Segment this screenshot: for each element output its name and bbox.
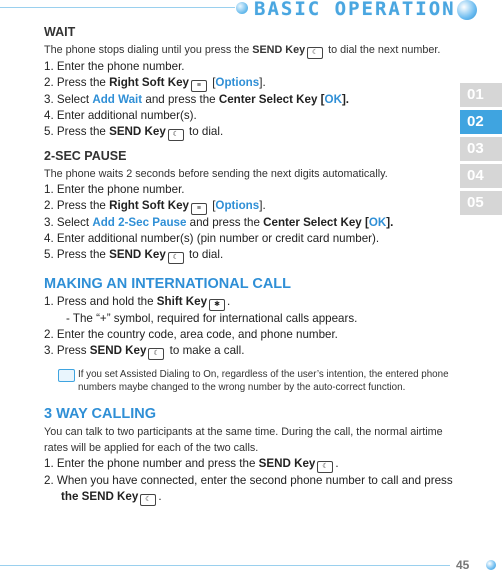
- chapter-tab-01[interactable]: 01: [460, 83, 502, 107]
- header-bullet-icon: [236, 2, 248, 14]
- intl-step-1-note: - The “+” symbol, required for international calls appears.: [66, 312, 358, 325]
- pause-step-3: 3. Select Add 2-Sec Pause and press the Center Select Key [OK].: [44, 216, 394, 229]
- note-icon: [58, 369, 75, 382]
- threeway-description: You can talk to two participants at the same time. During the call, the normal airtime rates will be applied for each of the two calls.: [44, 426, 443, 454]
- wait-step-1: 1. Enter the phone number.: [44, 60, 185, 73]
- send-key-icon: ☾: [148, 348, 164, 360]
- pause-heading: 2-SEC PAUSE: [44, 149, 127, 163]
- intl-step-3: 3. Press SEND Key ☾ to make a call.: [44, 343, 464, 360]
- intl-heading: MAKING AN INTERNATIONAL CALL: [44, 276, 292, 292]
- right-soft-key-icon: ≡: [191, 80, 207, 92]
- pause-step-1: 1. Enter the phone number.: [44, 183, 185, 196]
- chapter-tab-03[interactable]: 03: [460, 137, 502, 161]
- threeway-step-2: 2. When you have connected, enter the second phone number to call and press: [44, 474, 453, 487]
- chapter-tab-04[interactable]: 04: [460, 164, 502, 188]
- wait-step-5: 5. Press the SEND Key ☾ to dial.: [44, 124, 464, 141]
- header-rule: [0, 7, 235, 8]
- chapter-tab-02[interactable]: 02: [460, 110, 502, 134]
- shift-key-icon: ✱: [209, 299, 225, 311]
- intl-step-1: 1. Press and hold the Shift Key ✱ .: [44, 294, 464, 311]
- wait-heading: WAIT: [44, 25, 76, 39]
- send-key-icon: ☾: [168, 129, 184, 141]
- send-key-icon: ☾: [317, 461, 333, 473]
- section-header-title: BASIC OPERATION: [254, 0, 456, 20]
- right-soft-key-icon: ≡: [191, 203, 207, 215]
- intl-note: If you set Assisted Dialing to On, regardless of the user’s intention, the entered phone numbers maybe changed to the wrong number by the auto-correct function.: [44, 368, 464, 394]
- pause-description: The phone waits 2 seconds before sending the next digits automatically.: [44, 168, 388, 180]
- wait-step-4: 4. Enter additional number(s).: [44, 109, 197, 122]
- threeway-step-1: 1. Enter the phone number and press the SEND Key ☾ .: [44, 456, 464, 473]
- threeway-step-2-cont: the SEND Key ☾ .: [44, 489, 464, 506]
- send-key-icon: ☾: [140, 494, 156, 506]
- pause-step-2: 2. Press the Right Soft Key ≡ [Options].: [44, 198, 464, 215]
- wait-step-2: 2. Press the Right Soft Key ≡ [Options].: [44, 75, 464, 92]
- threeway-heading: 3 WAY CALLING: [44, 406, 156, 422]
- chapter-tabs: [460, 83, 502, 218]
- send-key-icon: ☾: [307, 47, 323, 59]
- footer-rule: [0, 565, 450, 566]
- pause-step-4: 4. Enter additional number(s) (pin number or credit card number).: [44, 232, 380, 245]
- send-key-icon: ☾: [168, 252, 184, 264]
- chapter-tab-05[interactable]: 05: [460, 191, 502, 215]
- footer-orb-icon: [486, 560, 496, 570]
- intl-step-2: 2. Enter the country code, area code, and phone number.: [44, 328, 338, 341]
- wait-description: The phone stops dialing until you press the SEND Key ☾ to dial the next number.: [44, 42, 464, 59]
- pause-step-5: 5. Press the SEND Key ☾ to dial.: [44, 247, 464, 264]
- page-content: [44, 24, 464, 506]
- wait-step-3: 3. Select Add Wait and press the Center Select Key [OK].: [44, 93, 350, 106]
- page-number: 45: [456, 558, 470, 572]
- header-orb-icon: [457, 0, 477, 20]
